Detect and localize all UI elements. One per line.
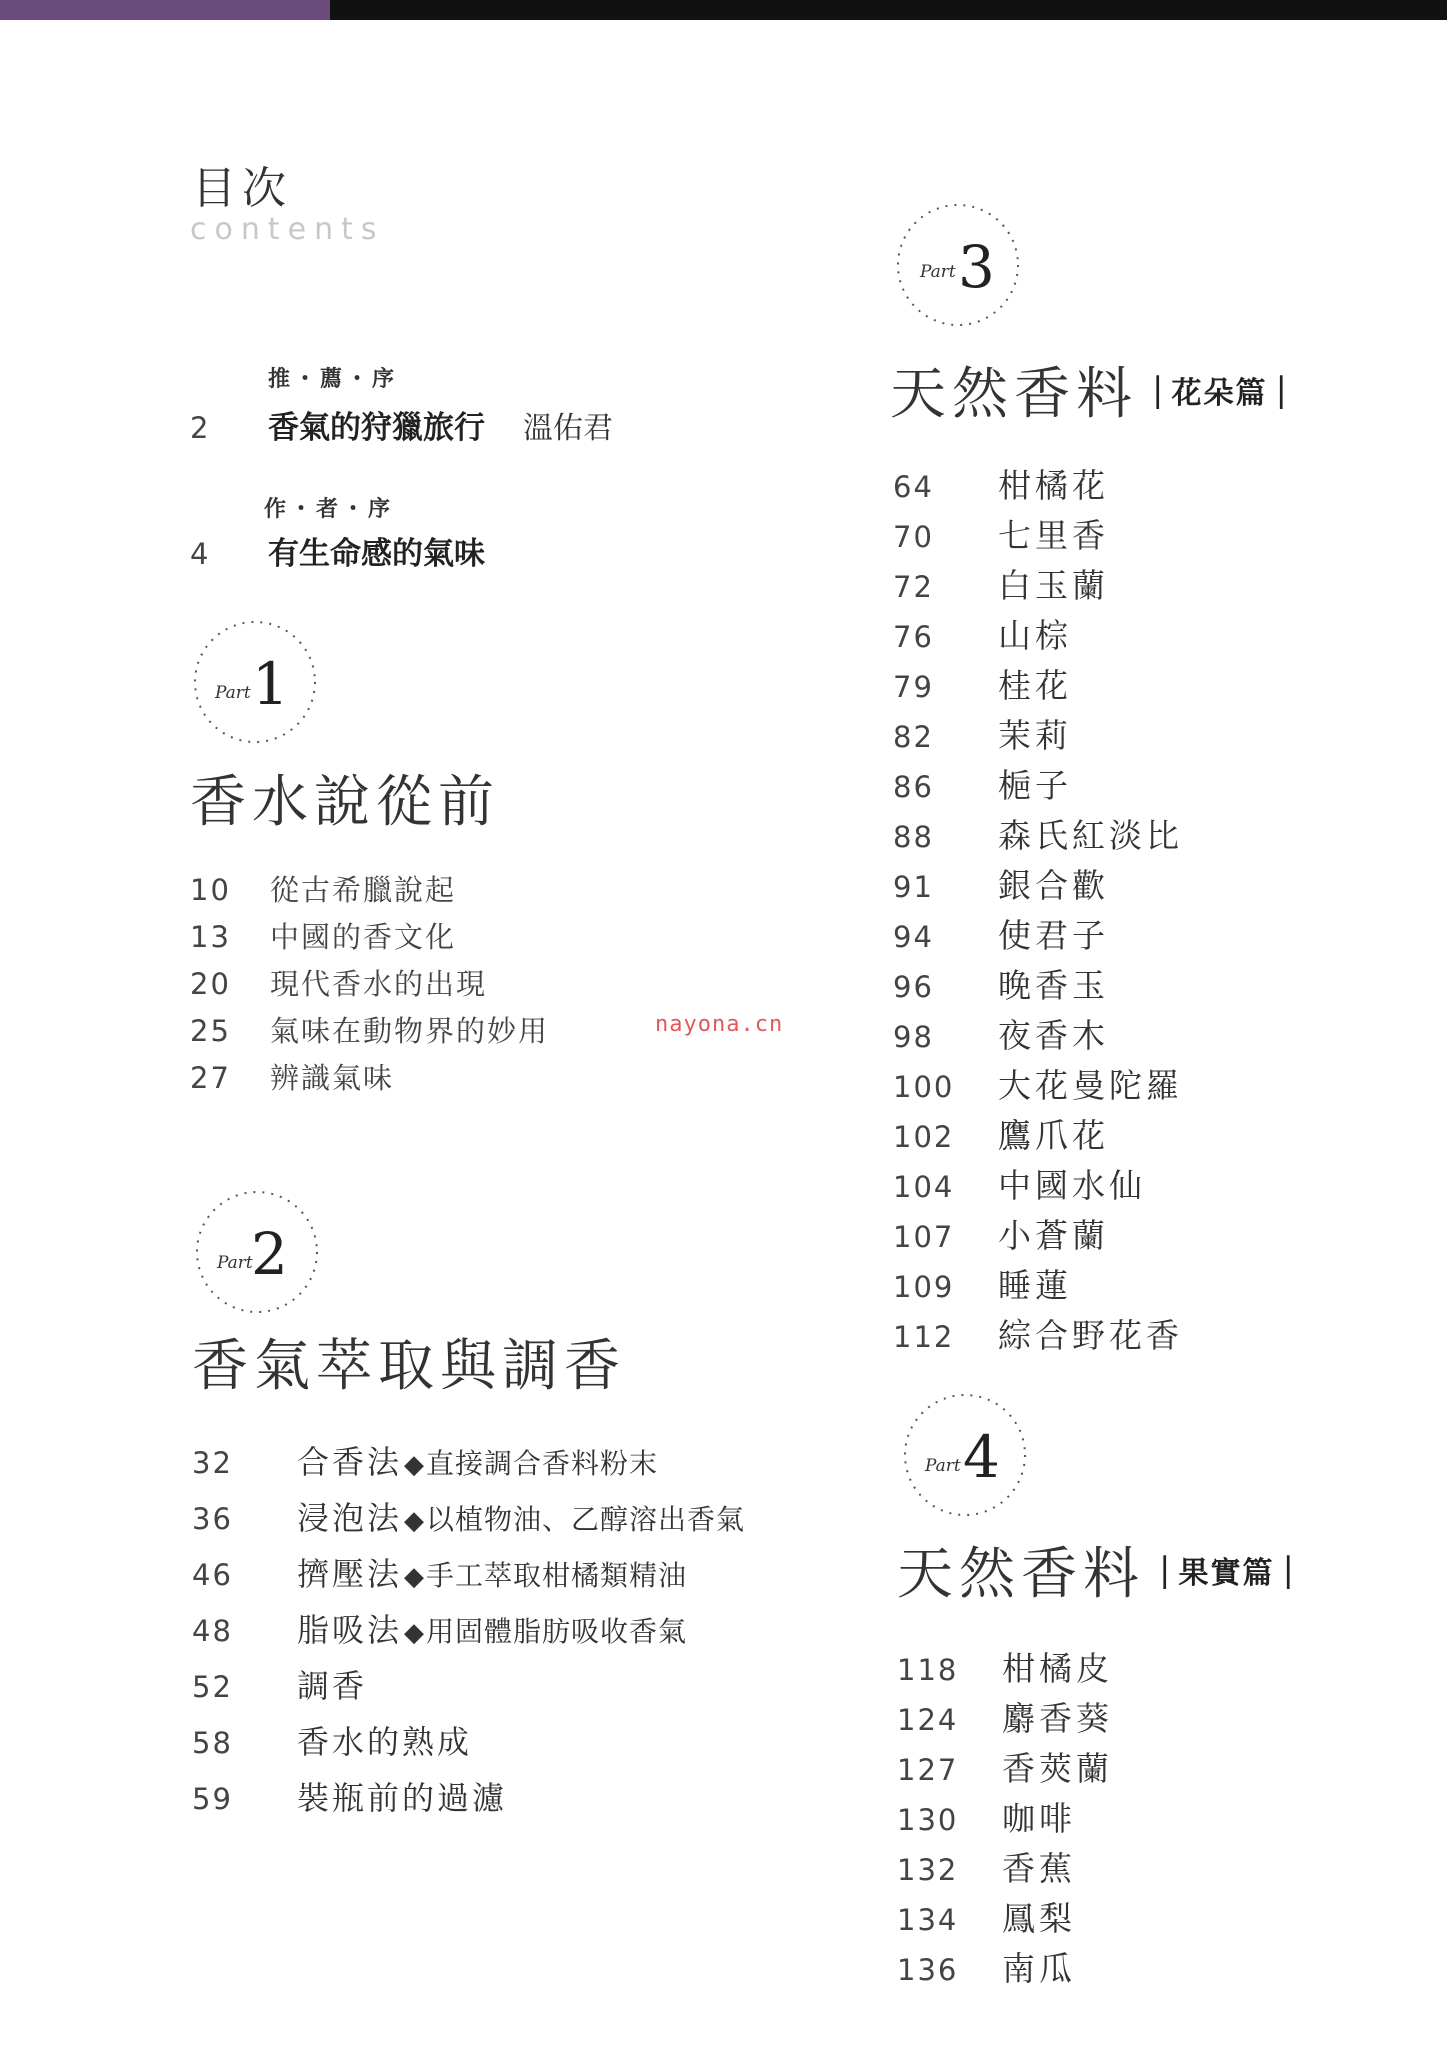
page-number: 102 — [893, 1120, 955, 1154]
entry-title: 香氣的狩獵旅行 — [268, 410, 485, 446]
part-1-badge — [185, 612, 325, 752]
toc-entry[interactable] — [893, 710, 1072, 757]
divider: | — [1159, 1550, 1171, 1590]
part-4-title: 天然香料 — [897, 1542, 1145, 1607]
preface-entry[interactable] — [190, 402, 613, 447]
page-number: 4 — [190, 537, 209, 571]
part-1-title: 香水說從前 — [190, 770, 500, 835]
page-number: 2 — [190, 411, 209, 445]
entry-title: 桂花 — [998, 666, 1072, 705]
part-2-badge — [187, 1182, 327, 1322]
entry-title: 鷹爪花 — [998, 1116, 1109, 1155]
toc-entry[interactable] — [893, 1210, 1109, 1257]
page-number: 64 — [893, 470, 934, 504]
entry-title: 氣味在動物界的妙用 — [270, 1014, 550, 1048]
top-edge-accent — [0, 0, 330, 20]
toc-entry[interactable] — [893, 560, 1109, 607]
toc-entry[interactable] — [190, 915, 456, 956]
badge-word: Part — [920, 262, 956, 282]
page-number: 107 — [893, 1220, 955, 1254]
top-edge-bar — [0, 0, 1447, 20]
toc-entry[interactable] — [190, 962, 487, 1003]
toc-entry[interactable] — [192, 1605, 687, 1651]
toc-entry[interactable] — [897, 1893, 1076, 1940]
toc-entry[interactable] — [897, 1693, 1113, 1740]
preface-entry[interactable] — [190, 528, 485, 573]
badge-word: Part — [215, 683, 251, 703]
section-label: 果實篇 — [1178, 1556, 1275, 1591]
page-number: 76 — [893, 620, 934, 654]
entry-title: 南瓜 — [1002, 1949, 1076, 1988]
entry-description: 手工萃取柑橘類精油 — [426, 1559, 688, 1592]
entry-title: 茉莉 — [998, 716, 1072, 755]
entry-title: 調香 — [297, 1667, 368, 1705]
entry-title: 梔子 — [998, 766, 1072, 805]
page-number: 59 — [192, 1782, 233, 1816]
entry-title: 香莢蘭 — [1002, 1749, 1113, 1788]
entry-title: 七里香 — [998, 516, 1109, 555]
page-number: 124 — [897, 1703, 959, 1737]
entry-title: 香蕉 — [1002, 1849, 1076, 1888]
part-2-title: 香氣萃取與調香 — [192, 1334, 626, 1399]
toc-entry[interactable] — [192, 1437, 658, 1483]
part-3-badge — [888, 195, 1028, 335]
entry-title: 辨識氣味 — [270, 1061, 395, 1095]
entry-title: 柑橘皮 — [1002, 1649, 1113, 1688]
entry-title: 柑橘花 — [998, 466, 1109, 505]
page-number: 94 — [893, 920, 934, 954]
toc-entry[interactable] — [893, 510, 1109, 557]
page-number: 130 — [897, 1803, 959, 1837]
preface-label: 作・者・序 — [264, 497, 395, 522]
entry-title: 綜合野花香 — [998, 1316, 1183, 1355]
entry-title: 白玉蘭 — [998, 566, 1109, 605]
entry-title: 森氏紅淡比 — [998, 816, 1183, 855]
entry-title: 大花曼陀羅 — [998, 1066, 1183, 1105]
toc-entry[interactable] — [192, 1661, 367, 1707]
toc-entry[interactable] — [190, 868, 456, 909]
entry-title: 從古希臘說起 — [270, 873, 457, 907]
page-number: 136 — [897, 1953, 959, 1987]
diamond-icon: ◆ — [404, 1562, 425, 1592]
diamond-icon: ◆ — [404, 1450, 425, 1480]
toc-entry[interactable] — [893, 860, 1109, 907]
toc-entry[interactable] — [893, 1260, 1072, 1307]
toc-entry[interactable] — [893, 810, 1183, 857]
toc-entry[interactable] — [893, 660, 1072, 707]
page-number: 52 — [192, 1670, 233, 1704]
toc-entry[interactable] — [893, 1060, 1183, 1107]
badge-number: 2 — [251, 1220, 288, 1288]
toc-entry[interactable] — [893, 760, 1072, 807]
entry-title: 香水的熟成 — [297, 1723, 473, 1761]
page-number: 48 — [192, 1614, 233, 1648]
part-4-heading — [897, 1530, 1294, 1610]
toc-entry[interactable] — [897, 1843, 1076, 1890]
toc-entry[interactable] — [192, 1493, 745, 1539]
page-number: 86 — [893, 770, 934, 804]
entry-description: 以植物油、乙醇溶出香氣 — [426, 1503, 746, 1536]
toc-entry[interactable] — [897, 1793, 1076, 1840]
entry-description: 用固體脂肪吸收香氣 — [426, 1615, 688, 1648]
watermark: nayona.cn — [655, 1012, 784, 1037]
page-number: 91 — [893, 870, 934, 904]
page-number: 70 — [893, 520, 934, 554]
page-number: 100 — [893, 1070, 955, 1104]
part-3-heading — [890, 350, 1287, 430]
entry-title: 鳳梨 — [1002, 1899, 1076, 1938]
page-number: 46 — [192, 1558, 233, 1592]
entry-title: 使君子 — [998, 916, 1109, 955]
diamond-icon: ◆ — [404, 1506, 425, 1536]
part-4-badge — [895, 1385, 1035, 1525]
toc-entry[interactable] — [893, 460, 1109, 507]
page-number: 118 — [897, 1653, 959, 1687]
entry-title: 睡蓮 — [998, 1266, 1072, 1305]
diamond-icon: ◆ — [404, 1618, 425, 1648]
toc-entry[interactable] — [893, 1110, 1109, 1157]
divider: | — [1152, 370, 1164, 410]
page-number: 98 — [893, 1020, 934, 1054]
page-number: 109 — [893, 1270, 955, 1304]
entry-title: 合香法 — [297, 1443, 403, 1481]
toc-entry[interactable] — [192, 1549, 687, 1595]
entry-title: 現代香水的出現 — [270, 967, 488, 1001]
toc-entry[interactable] — [893, 1310, 1183, 1357]
page-number: 13 — [190, 920, 231, 954]
badge-number: 4 — [963, 1423, 1000, 1491]
entry-title: 中國的香文化 — [270, 920, 457, 954]
toc-entry[interactable] — [897, 1943, 1076, 1990]
page-number: 79 — [893, 670, 934, 704]
entry-title: 脂吸法 — [297, 1611, 403, 1649]
author: 溫佑君 — [523, 411, 613, 446]
page-number: 127 — [897, 1753, 959, 1787]
page-number: 58 — [192, 1726, 233, 1760]
preface-label: 推・薦・序 — [268, 367, 399, 392]
page-subtitle: contents — [190, 212, 385, 247]
page-number: 25 — [190, 1014, 231, 1048]
toc-entry[interactable] — [893, 910, 1109, 957]
entry-title: 山棕 — [998, 616, 1072, 655]
badge-number: 1 — [252, 650, 289, 718]
entry-title: 夜香木 — [998, 1016, 1109, 1055]
toc-entry[interactable] — [893, 610, 1072, 657]
page-number: 134 — [897, 1903, 959, 1937]
entry-title: 裝瓶前的過濾 — [297, 1779, 508, 1817]
toc-entry[interactable] — [192, 1717, 472, 1763]
page-number: 36 — [192, 1502, 233, 1536]
entry-title: 咖啡 — [1002, 1799, 1076, 1838]
entry-title: 晚香玉 — [998, 966, 1109, 1005]
page-number: 20 — [190, 967, 231, 1001]
section-label: 花朵篇 — [1171, 376, 1268, 411]
page-number: 96 — [893, 970, 934, 1004]
page-number: 10 — [190, 873, 231, 907]
toc-entry[interactable] — [893, 1010, 1109, 1057]
entry-title: 中國水仙 — [998, 1166, 1146, 1205]
badge-word: Part — [217, 1253, 253, 1273]
part-3-title: 天然香料 — [890, 362, 1138, 427]
entry-description: 直接調合香料粉末 — [426, 1447, 659, 1480]
toc-entry[interactable] — [893, 1160, 1146, 1207]
toc-entry[interactable] — [897, 1743, 1113, 1790]
badge-word: Part — [925, 1456, 961, 1476]
page-number: 88 — [893, 820, 934, 854]
page-number: 132 — [897, 1853, 959, 1887]
page-number: 104 — [893, 1170, 955, 1204]
toc-entry[interactable] — [192, 1773, 507, 1819]
entry-title: 麝香葵 — [1002, 1699, 1113, 1738]
badge-number: 3 — [958, 233, 995, 301]
entry-title: 有生命感的氣味 — [268, 536, 485, 572]
page-number: 32 — [192, 1446, 233, 1480]
divider: | — [1275, 370, 1287, 410]
entry-title: 擠壓法 — [297, 1555, 403, 1593]
page-number: 82 — [893, 720, 934, 754]
page-number: 112 — [893, 1320, 955, 1354]
entry-title: 小蒼蘭 — [998, 1216, 1109, 1255]
page-number: 72 — [893, 570, 934, 604]
entry-title: 浸泡法 — [297, 1499, 403, 1537]
toc-entry[interactable] — [190, 1056, 394, 1097]
toc-entry[interactable] — [897, 1643, 1113, 1690]
page-number: 27 — [190, 1061, 231, 1095]
divider: | — [1282, 1550, 1294, 1590]
entry-title: 銀合歡 — [998, 866, 1109, 905]
toc-entry[interactable] — [190, 1009, 549, 1050]
page-title: 目次 — [192, 163, 292, 214]
toc-entry[interactable] — [893, 960, 1109, 1007]
